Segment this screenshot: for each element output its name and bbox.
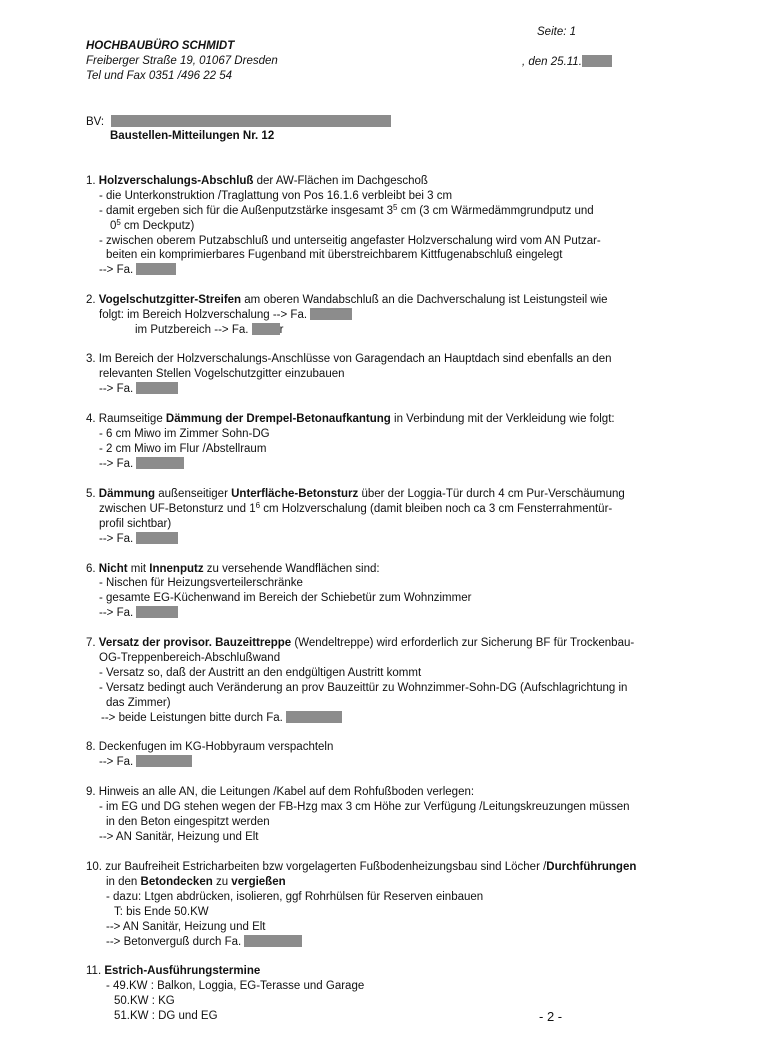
item-11-heading: 11. Estrich-Ausführungstermine [86, 965, 261, 977]
redacted-company [286, 711, 342, 723]
item-2-heading: 2. Vogelschutzgitter-Streifen am oberen Wandabschluß an die Dachverschalung ist Leistungsteil wie [86, 294, 608, 306]
redacted-company [136, 532, 178, 544]
company-address: Freiberger Straße 19, 01067 Dresden [86, 55, 278, 67]
redacted-company [136, 457, 184, 469]
redacted-company [136, 606, 178, 618]
redacted-company [136, 382, 178, 394]
item-10-heading: 10. zur Baufreiheit Estricharbeiten bzw vorgelagerten Fußbodenheizungsbau sind Löcher /Durchführungen [86, 861, 637, 873]
redacted-company [244, 935, 302, 947]
redacted-company [252, 323, 280, 335]
item-1-heading: 1. Holzverschalungs-Abschluß der AW-Flächen im Dachgeschoß [86, 175, 428, 187]
company-name: HOCHBAUBÜRO SCHMIDT [86, 40, 235, 52]
company-phone: Tel und Fax 0351 /496 22 54 [86, 70, 232, 82]
redacted-project [111, 115, 391, 127]
item-5-heading: 5. Dämmung außenseitiger Unterfläche-Betonsturz über der Loggia-Tür durch 4 cm Pur-Verschäumung [86, 488, 625, 500]
item-6-heading: 6. Nicht mit Innenputz zu versehende Wandflächen sind: [86, 563, 380, 575]
item-4-heading: 4. Raumseitige Dämmung der Drempel-Betonaufkantung in Verbindung mit der Verkleidung wie folgt: [86, 413, 615, 425]
redacted-company [136, 263, 176, 275]
date-prefix: , den 25.11. [522, 56, 582, 68]
page-number: - 2 - [539, 1009, 563, 1024]
document-title: Baustellen-Mitteilungen Nr. 12 [110, 130, 275, 142]
bv-label: BV: [86, 116, 105, 128]
item-7-heading: 7. Versatz der provisor. Bauzeittreppe (Wendeltreppe) wird erforderlich zur Sicherung BF für Trockenbau- [86, 637, 635, 649]
document-page: Seite: 1 HOCHBAUBÜRO SCHMIDT Freiberger Straße 19, 01067 Dresden , den 25.11. Tel und Fax 0351 /496 22 54 BV: Baustellen-Mitteilungen Nr. 12 1. Holzverschalungs-Abschluß der AW-Flächen im Dachgeschoß - die Unterkonstruktion /Traglattung von Pos 16.1.6 verbleibt bei 3 cm - damit ergeben sich für die Außenputzstärke insgesamt $3^5$ cm (3 cm Wärmedämmgrundputz und $0^5$ cm Deckputz) - zwischen oberem Putzabschluß und unterseitig angefaster Holzverschalung wird vom AN Putzar- beiten ein komprimierbares Fugenband mit überstreichbarem Kittfugenabschluß eingelegt --> Fa. 2. Vogelschutzgitter-Streifen am oberen Wandabschluß an die Dachverschalung ist Leistungsteil wie folgt: im Bereich Holzverschalung --> Fa. im Putzbereich --> Fa. r 3. Im Bereich der Holzverschalungs-Anschlüsse von Garagendach an Hauptdach sind ebenfalls an den relevanten Stellen Vogelschutzgitter einzubauen --> Fa. 4. Raumseitige Dämmung der Drempel-Betonaufkantung in Verbindung mit der Verkleidung wie folgt: - 6 cm Miwo im Zimmer Sohn-DG - 2 cm Miwo im Flur /Abstellraum --> Fa. 5. Dämmung außenseitiger Unterfläche-Betonsturz über der Loggia-Tür durch 4 cm Pur-Verschäumung zwischen UF-Betonsturz und $1^6$ cm Holzverschalung (damit bleiben noch ca 3 cm Fensterrahmentür- profil sichtbar) --> Fa. 6. Nicht mit Innenputz zu versehende Wandflächen sind: - Nischen für Heizungsverteilerschränke - gesamte EG-Küchenwand im Bereich der Schiebetür zum Wohnzimmer --> Fa. 7. Versatz der provisor. Bauzeittreppe (Wendeltreppe) wird erforderlich zur Sicherung BF für Trockenbau- OG-Treppenbereich-Abschlußwand - Versatz so, daß der Austritt an den endgültigen Austritt kommt - Versatz bedingt auch Veränderung an prov Bauzeittür zu Wohnzimmer-Sohn-DG (Aufschlagrichtung in das Zimmer) --> beide Leistungen bitte durch Fa. 8. Deckenfugen im KG-Hobbyraum verspachteln --> Fa. 9. Hinweis an alle AN, die Leitungen /Kabel auf dem Rohfußboden verlegen: - im EG und DG stehen wegen der FB-Hzg max 3 cm Höhe zur Verfügung /Leitungskreuzungen müssen in den Beton eingespitzt werden --> AN Sanitär, Heizung und Elt 10. zur Baufreiheit Estricharbeiten bzw vorgelagerten Fußbodenheizungsbau sind Löcher /Durchführungen in den Betondecken zu vergießen - dazu: Ltgen abdrücken, isolieren, ggf Rohrhülsen für Reserven einbauen T: bis Ende 50.KW --> AN Sanitär, Heizung und Elt --> Betonverguß durch Fa. 11. Estrich-Ausführungstermine - 49.KW : Balkon, Loggia, EG-Terasse und Garage 50.KW : KG 51.KW : DG und EG - 2 - [86, 26, 637, 1024]
redacted-company [136, 755, 192, 767]
page-label: Seite: 1 [537, 26, 576, 38]
redacted-company [310, 308, 352, 320]
bv-line [86, 115, 391, 128]
redacted-year [582, 55, 612, 67]
date-line [522, 55, 612, 68]
